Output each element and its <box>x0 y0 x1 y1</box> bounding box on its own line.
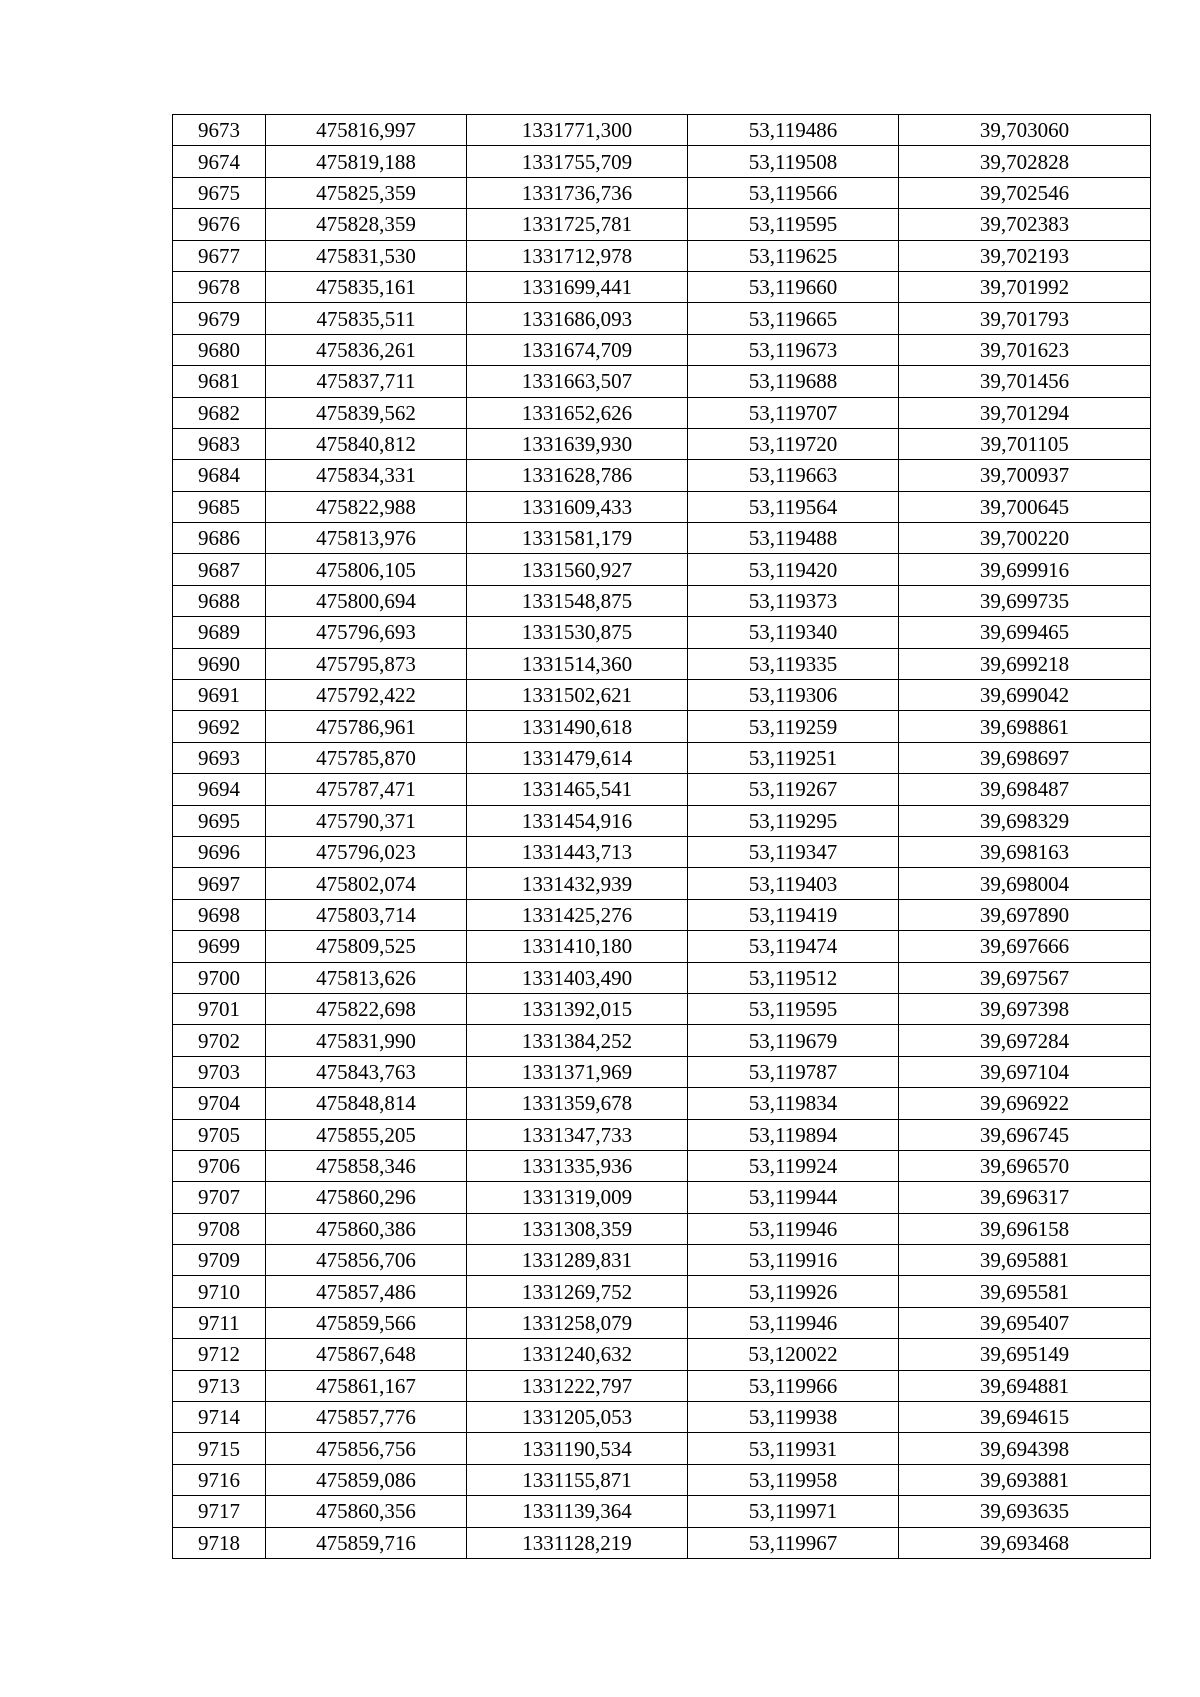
point-number-cell: 9678 <box>173 271 266 302</box>
x-coordinate-cell: 475859,566 <box>266 1307 467 1338</box>
table-row <box>173 209 1151 240</box>
latitude-cell: 53,119340 <box>688 617 899 648</box>
longitude-cell: 39,702546 <box>899 177 1151 208</box>
x-coordinate-cell: 475822,698 <box>266 993 467 1024</box>
latitude-cell: 53,119946 <box>688 1307 899 1338</box>
table-row <box>173 240 1151 271</box>
longitude-cell: 39,698861 <box>899 711 1151 742</box>
x-coordinate-cell: 475834,331 <box>266 460 467 491</box>
longitude-cell: 39,699916 <box>899 554 1151 585</box>
point-number-cell: 9685 <box>173 491 266 522</box>
table-row <box>173 554 1151 585</box>
longitude-cell: 39,693881 <box>899 1464 1151 1495</box>
point-number-cell: 9677 <box>173 240 266 271</box>
point-number-cell: 9712 <box>173 1339 266 1370</box>
latitude-cell: 53,119512 <box>688 962 899 993</box>
x-coordinate-cell: 475837,711 <box>266 366 467 397</box>
y-coordinate-cell: 1331560,927 <box>467 554 688 585</box>
y-coordinate-cell: 1331425,276 <box>467 899 688 930</box>
x-coordinate-cell: 475831,530 <box>266 240 467 271</box>
table-row <box>173 1182 1151 1213</box>
latitude-cell: 53,119306 <box>688 680 899 711</box>
x-coordinate-cell: 475856,756 <box>266 1433 467 1464</box>
longitude-cell: 39,694398 <box>899 1433 1151 1464</box>
y-coordinate-cell: 1331609,433 <box>467 491 688 522</box>
y-coordinate-cell: 1331269,752 <box>467 1276 688 1307</box>
y-coordinate-cell: 1331502,621 <box>467 680 688 711</box>
point-number-cell: 9684 <box>173 460 266 491</box>
x-coordinate-cell: 475860,296 <box>266 1182 467 1213</box>
x-coordinate-cell: 475787,471 <box>266 774 467 805</box>
point-number-cell: 9699 <box>173 931 266 962</box>
point-number-cell: 9687 <box>173 554 266 585</box>
y-coordinate-cell: 1331410,180 <box>467 931 688 962</box>
latitude-cell: 53,119420 <box>688 554 899 585</box>
x-coordinate-cell: 475840,812 <box>266 428 467 459</box>
latitude-cell: 53,119834 <box>688 1088 899 1119</box>
latitude-cell: 53,119508 <box>688 146 899 177</box>
x-coordinate-cell: 475836,261 <box>266 334 467 365</box>
latitude-cell: 53,119688 <box>688 366 899 397</box>
point-number-cell: 9690 <box>173 648 266 679</box>
y-coordinate-cell: 1331335,936 <box>467 1150 688 1181</box>
table-row <box>173 523 1151 554</box>
longitude-cell: 39,699735 <box>899 585 1151 616</box>
y-coordinate-cell: 1331652,626 <box>467 397 688 428</box>
latitude-cell: 53,119486 <box>688 115 899 146</box>
table-row <box>173 303 1151 334</box>
point-number-cell: 9683 <box>173 428 266 459</box>
point-number-cell: 9680 <box>173 334 266 365</box>
longitude-cell: 39,697284 <box>899 1025 1151 1056</box>
point-number-cell: 9700 <box>173 962 266 993</box>
longitude-cell: 39,696158 <box>899 1213 1151 1244</box>
y-coordinate-cell: 1331479,614 <box>467 742 688 773</box>
x-coordinate-cell: 475857,486 <box>266 1276 467 1307</box>
point-number-cell: 9708 <box>173 1213 266 1244</box>
point-number-cell: 9686 <box>173 523 266 554</box>
latitude-cell: 53,119924 <box>688 1150 899 1181</box>
point-number-cell: 9693 <box>173 742 266 773</box>
longitude-cell: 39,696570 <box>899 1150 1151 1181</box>
table-row <box>173 931 1151 962</box>
longitude-cell: 39,701793 <box>899 303 1151 334</box>
longitude-cell: 39,700645 <box>899 491 1151 522</box>
longitude-cell: 39,695149 <box>899 1339 1151 1370</box>
point-number-cell: 9696 <box>173 836 266 867</box>
point-number-cell: 9706 <box>173 1150 266 1181</box>
longitude-cell: 39,702193 <box>899 240 1151 271</box>
table-row <box>173 366 1151 397</box>
table-row <box>173 899 1151 930</box>
table-row <box>173 680 1151 711</box>
table-row <box>173 1276 1151 1307</box>
y-coordinate-cell: 1331289,831 <box>467 1245 688 1276</box>
latitude-cell: 53,119944 <box>688 1182 899 1213</box>
y-coordinate-cell: 1331663,507 <box>467 366 688 397</box>
latitude-cell: 53,119938 <box>688 1402 899 1433</box>
latitude-cell: 53,119474 <box>688 931 899 962</box>
y-coordinate-cell: 1331725,781 <box>467 209 688 240</box>
point-number-cell: 9704 <box>173 1088 266 1119</box>
x-coordinate-cell: 475831,990 <box>266 1025 467 1056</box>
y-coordinate-cell: 1331465,541 <box>467 774 688 805</box>
y-coordinate-cell: 1331686,093 <box>467 303 688 334</box>
x-coordinate-cell: 475785,870 <box>266 742 467 773</box>
point-number-cell: 9718 <box>173 1527 266 1558</box>
longitude-cell: 39,703060 <box>899 115 1151 146</box>
x-coordinate-cell: 475803,714 <box>266 899 467 930</box>
latitude-cell: 53,119663 <box>688 460 899 491</box>
table-row <box>173 1527 1151 1558</box>
x-coordinate-cell: 475860,356 <box>266 1496 467 1527</box>
table-row <box>173 836 1151 867</box>
latitude-cell: 53,119967 <box>688 1527 899 1558</box>
table-row <box>173 1025 1151 1056</box>
longitude-cell: 39,693635 <box>899 1496 1151 1527</box>
y-coordinate-cell: 1331443,713 <box>467 836 688 867</box>
y-coordinate-cell: 1331258,079 <box>467 1307 688 1338</box>
x-coordinate-cell: 475860,386 <box>266 1213 467 1244</box>
x-coordinate-cell: 475857,776 <box>266 1402 467 1433</box>
x-coordinate-cell: 475786,961 <box>266 711 467 742</box>
x-coordinate-cell: 475813,976 <box>266 523 467 554</box>
y-coordinate-cell: 1331392,015 <box>467 993 688 1024</box>
y-coordinate-cell: 1331308,359 <box>467 1213 688 1244</box>
point-number-cell: 9717 <box>173 1496 266 1527</box>
longitude-cell: 39,693468 <box>899 1527 1151 1558</box>
table-row <box>173 491 1151 522</box>
table-row <box>173 617 1151 648</box>
table-row <box>173 1464 1151 1495</box>
latitude-cell: 53,119966 <box>688 1370 899 1401</box>
latitude-cell: 53,119259 <box>688 711 899 742</box>
point-number-cell: 9703 <box>173 1056 266 1087</box>
point-number-cell: 9679 <box>173 303 266 334</box>
latitude-cell: 53,119673 <box>688 334 899 365</box>
y-coordinate-cell: 1331581,179 <box>467 523 688 554</box>
longitude-cell: 39,701456 <box>899 366 1151 397</box>
x-coordinate-cell: 475861,167 <box>266 1370 467 1401</box>
point-number-cell: 9711 <box>173 1307 266 1338</box>
table-row <box>173 1402 1151 1433</box>
longitude-cell: 39,697890 <box>899 899 1151 930</box>
longitude-cell: 39,699465 <box>899 617 1151 648</box>
y-coordinate-cell: 1331712,978 <box>467 240 688 271</box>
table-row <box>173 1433 1151 1464</box>
point-number-cell: 9694 <box>173 774 266 805</box>
latitude-cell: 53,119660 <box>688 271 899 302</box>
y-coordinate-cell: 1331699,441 <box>467 271 688 302</box>
table-row <box>173 742 1151 773</box>
latitude-cell: 53,119625 <box>688 240 899 271</box>
point-number-cell: 9681 <box>173 366 266 397</box>
table-row <box>173 115 1151 146</box>
x-coordinate-cell: 475839,562 <box>266 397 467 428</box>
y-coordinate-cell: 1331319,009 <box>467 1182 688 1213</box>
point-number-cell: 9707 <box>173 1182 266 1213</box>
longitude-cell: 39,701992 <box>899 271 1151 302</box>
point-number-cell: 9682 <box>173 397 266 428</box>
point-number-cell: 9688 <box>173 585 266 616</box>
point-number-cell: 9674 <box>173 146 266 177</box>
table-row <box>173 460 1151 491</box>
latitude-cell: 53,119403 <box>688 868 899 899</box>
latitude-cell: 53,119971 <box>688 1496 899 1527</box>
table-row <box>173 428 1151 459</box>
longitude-cell: 39,694881 <box>899 1370 1151 1401</box>
y-coordinate-cell: 1331384,252 <box>467 1025 688 1056</box>
latitude-cell: 53,119419 <box>688 899 899 930</box>
coordinates-table-body <box>173 115 1151 1559</box>
y-coordinate-cell: 1331432,939 <box>467 868 688 899</box>
table-row <box>173 1496 1151 1527</box>
y-coordinate-cell: 1331490,618 <box>467 711 688 742</box>
point-number-cell: 9695 <box>173 805 266 836</box>
longitude-cell: 39,698004 <box>899 868 1151 899</box>
y-coordinate-cell: 1331771,300 <box>467 115 688 146</box>
longitude-cell: 39,695581 <box>899 1276 1151 1307</box>
point-number-cell: 9710 <box>173 1276 266 1307</box>
point-number-cell: 9701 <box>173 993 266 1024</box>
latitude-cell: 53,119347 <box>688 836 899 867</box>
longitude-cell: 39,701294 <box>899 397 1151 428</box>
point-number-cell: 9709 <box>173 1245 266 1276</box>
table-row <box>173 774 1151 805</box>
point-number-cell: 9702 <box>173 1025 266 1056</box>
table-row <box>173 271 1151 302</box>
latitude-cell: 53,119267 <box>688 774 899 805</box>
y-coordinate-cell: 1331139,364 <box>467 1496 688 1527</box>
table-row <box>173 962 1151 993</box>
latitude-cell: 53,119488 <box>688 523 899 554</box>
longitude-cell: 39,697104 <box>899 1056 1151 1087</box>
point-number-cell: 9675 <box>173 177 266 208</box>
x-coordinate-cell: 475796,693 <box>266 617 467 648</box>
x-coordinate-cell: 475855,205 <box>266 1119 467 1150</box>
y-coordinate-cell: 1331155,871 <box>467 1464 688 1495</box>
latitude-cell: 53,119720 <box>688 428 899 459</box>
y-coordinate-cell: 1331454,916 <box>467 805 688 836</box>
longitude-cell: 39,702828 <box>899 146 1151 177</box>
x-coordinate-cell: 475802,074 <box>266 868 467 899</box>
x-coordinate-cell: 475809,525 <box>266 931 467 962</box>
latitude-cell: 53,119926 <box>688 1276 899 1307</box>
latitude-cell: 53,119566 <box>688 177 899 208</box>
longitude-cell: 39,697398 <box>899 993 1151 1024</box>
point-number-cell: 9673 <box>173 115 266 146</box>
table-row <box>173 1245 1151 1276</box>
x-coordinate-cell: 475843,763 <box>266 1056 467 1087</box>
y-coordinate-cell: 1331755,709 <box>467 146 688 177</box>
table-row <box>173 1119 1151 1150</box>
x-coordinate-cell: 475856,706 <box>266 1245 467 1276</box>
y-coordinate-cell: 1331628,786 <box>467 460 688 491</box>
y-coordinate-cell: 1331222,797 <box>467 1370 688 1401</box>
table-row <box>173 334 1151 365</box>
y-coordinate-cell: 1331359,678 <box>467 1088 688 1119</box>
table-row <box>173 1056 1151 1087</box>
latitude-cell: 53,119916 <box>688 1245 899 1276</box>
longitude-cell: 39,698487 <box>899 774 1151 805</box>
table-row <box>173 805 1151 836</box>
point-number-cell: 9697 <box>173 868 266 899</box>
longitude-cell: 39,695407 <box>899 1307 1151 1338</box>
x-coordinate-cell: 475819,188 <box>266 146 467 177</box>
x-coordinate-cell: 475816,997 <box>266 115 467 146</box>
table-row <box>173 146 1151 177</box>
point-number-cell: 9716 <box>173 1464 266 1495</box>
longitude-cell: 39,695881 <box>899 1245 1151 1276</box>
longitude-cell: 39,700937 <box>899 460 1151 491</box>
table-row <box>173 585 1151 616</box>
y-coordinate-cell: 1331240,632 <box>467 1339 688 1370</box>
longitude-cell: 39,698329 <box>899 805 1151 836</box>
y-coordinate-cell: 1331128,219 <box>467 1527 688 1558</box>
table-row <box>173 868 1151 899</box>
y-coordinate-cell: 1331371,969 <box>467 1056 688 1087</box>
x-coordinate-cell: 475813,626 <box>266 962 467 993</box>
x-coordinate-cell: 475790,371 <box>266 805 467 836</box>
y-coordinate-cell: 1331639,930 <box>467 428 688 459</box>
table-row <box>173 711 1151 742</box>
longitude-cell: 39,694615 <box>899 1402 1151 1433</box>
latitude-cell: 53,119931 <box>688 1433 899 1464</box>
longitude-cell: 39,699218 <box>899 648 1151 679</box>
longitude-cell: 39,696317 <box>899 1182 1151 1213</box>
table-row <box>173 1307 1151 1338</box>
latitude-cell: 53,119564 <box>688 491 899 522</box>
point-number-cell: 9689 <box>173 617 266 648</box>
longitude-cell: 39,698697 <box>899 742 1151 773</box>
x-coordinate-cell: 475825,359 <box>266 177 467 208</box>
point-number-cell: 9691 <box>173 680 266 711</box>
y-coordinate-cell: 1331205,053 <box>467 1402 688 1433</box>
x-coordinate-cell: 475795,873 <box>266 648 467 679</box>
point-number-cell: 9715 <box>173 1433 266 1464</box>
latitude-cell: 53,119707 <box>688 397 899 428</box>
point-number-cell: 9713 <box>173 1370 266 1401</box>
x-coordinate-cell: 475800,694 <box>266 585 467 616</box>
x-coordinate-cell: 475858,346 <box>266 1150 467 1181</box>
latitude-cell: 53,119295 <box>688 805 899 836</box>
longitude-cell: 39,696745 <box>899 1119 1151 1150</box>
y-coordinate-cell: 1331190,534 <box>467 1433 688 1464</box>
coordinates-table <box>172 114 1151 1559</box>
point-number-cell: 9705 <box>173 1119 266 1150</box>
x-coordinate-cell: 475828,359 <box>266 209 467 240</box>
latitude-cell: 53,119251 <box>688 742 899 773</box>
y-coordinate-cell: 1331530,875 <box>467 617 688 648</box>
x-coordinate-cell: 475867,648 <box>266 1339 467 1370</box>
table-row <box>173 397 1151 428</box>
x-coordinate-cell: 475859,716 <box>266 1527 467 1558</box>
table-row <box>173 1339 1151 1370</box>
latitude-cell: 53,119595 <box>688 209 899 240</box>
latitude-cell: 53,119665 <box>688 303 899 334</box>
x-coordinate-cell: 475822,988 <box>266 491 467 522</box>
longitude-cell: 39,701623 <box>899 334 1151 365</box>
longitude-cell: 39,697567 <box>899 962 1151 993</box>
y-coordinate-cell: 1331347,733 <box>467 1119 688 1150</box>
table-row <box>173 1088 1151 1119</box>
latitude-cell: 53,120022 <box>688 1339 899 1370</box>
y-coordinate-cell: 1331548,875 <box>467 585 688 616</box>
x-coordinate-cell: 475848,814 <box>266 1088 467 1119</box>
longitude-cell: 39,696922 <box>899 1088 1151 1119</box>
table-row <box>173 1370 1151 1401</box>
table-row <box>173 648 1151 679</box>
table-row <box>173 993 1151 1024</box>
x-coordinate-cell: 475806,105 <box>266 554 467 585</box>
x-coordinate-cell: 475792,422 <box>266 680 467 711</box>
table-row <box>173 177 1151 208</box>
point-number-cell: 9676 <box>173 209 266 240</box>
y-coordinate-cell: 1331674,709 <box>467 334 688 365</box>
x-coordinate-cell: 475835,511 <box>266 303 467 334</box>
y-coordinate-cell: 1331736,736 <box>467 177 688 208</box>
longitude-cell: 39,699042 <box>899 680 1151 711</box>
latitude-cell: 53,119679 <box>688 1025 899 1056</box>
longitude-cell: 39,700220 <box>899 523 1151 554</box>
latitude-cell: 53,119946 <box>688 1213 899 1244</box>
point-number-cell: 9692 <box>173 711 266 742</box>
y-coordinate-cell: 1331403,490 <box>467 962 688 993</box>
x-coordinate-cell: 475796,023 <box>266 836 467 867</box>
point-number-cell: 9714 <box>173 1402 266 1433</box>
latitude-cell: 53,119958 <box>688 1464 899 1495</box>
latitude-cell: 53,119373 <box>688 585 899 616</box>
table-row <box>173 1150 1151 1181</box>
latitude-cell: 53,119335 <box>688 648 899 679</box>
x-coordinate-cell: 475835,161 <box>266 271 467 302</box>
point-number-cell: 9698 <box>173 899 266 930</box>
longitude-cell: 39,697666 <box>899 931 1151 962</box>
longitude-cell: 39,701105 <box>899 428 1151 459</box>
latitude-cell: 53,119595 <box>688 993 899 1024</box>
y-coordinate-cell: 1331514,360 <box>467 648 688 679</box>
latitude-cell: 53,119787 <box>688 1056 899 1087</box>
longitude-cell: 39,698163 <box>899 836 1151 867</box>
x-coordinate-cell: 475859,086 <box>266 1464 467 1495</box>
table-row <box>173 1213 1151 1244</box>
longitude-cell: 39,702383 <box>899 209 1151 240</box>
latitude-cell: 53,119894 <box>688 1119 899 1150</box>
